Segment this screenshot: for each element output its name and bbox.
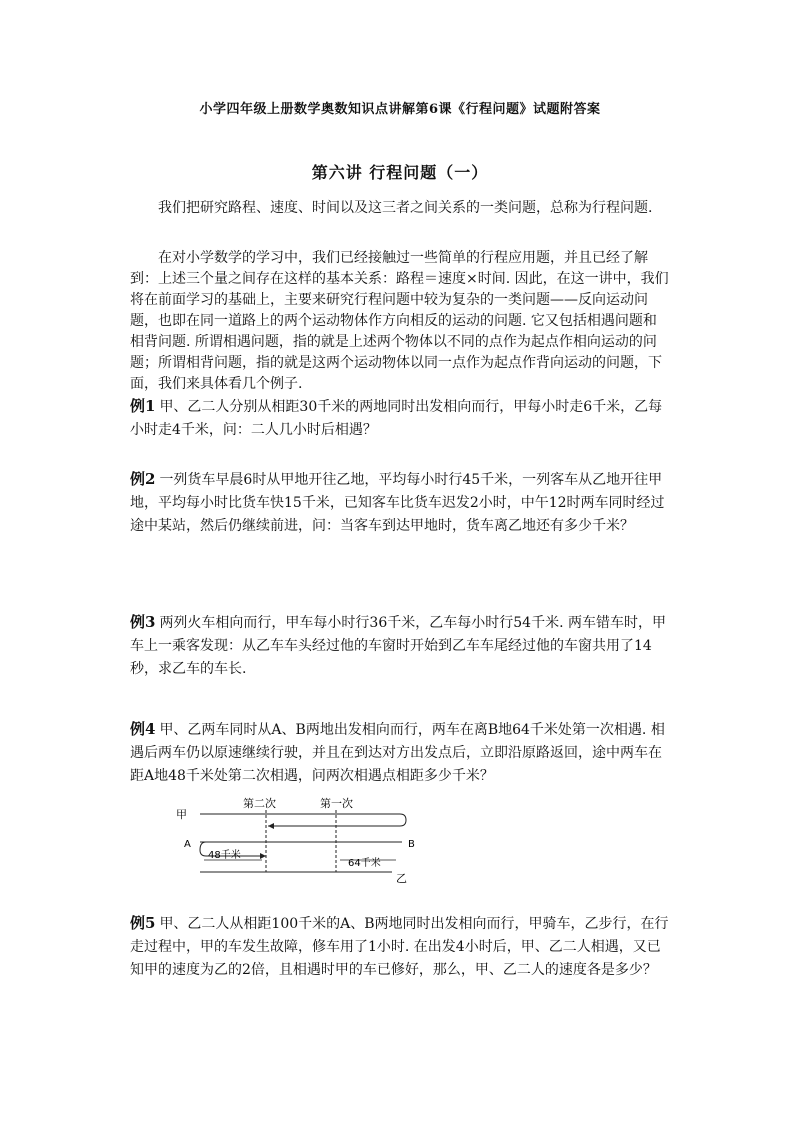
jia-return-path xyxy=(268,814,406,826)
arrowhead-right xyxy=(260,853,266,859)
example-label: 例5 xyxy=(130,914,156,932)
intro-paragraph-2: 在对小学数学的学习中，我们已经接触过一些简单的行程应用题，并且已经了解到：上述三个量之间存在这样的基本关系：路程＝速度×时间. 因此，在这一讲中，我们将在前面学习的基础上，主要来研究行程问题中较为复杂的一类问题——反向运动问题，也即在同一道路上的两个运动物体作方向相反的运动的问题. 它又包括相遇问题和相背问题. 所谓相遇问题，指的就是上述两个物体以不同的点作为起点作相向运动的问题；所谓相背问题，指的就是这两个运动物体以同一点作为起点作背向运动的问题，下面，我们来具体看几个例子. xyxy=(130,250,669,392)
arrowhead-left xyxy=(268,823,274,829)
label-48km: 48千米 xyxy=(208,850,241,861)
label-first-meeting: 第一次 xyxy=(320,797,353,810)
example-1 xyxy=(130,395,670,442)
example-5 xyxy=(130,912,670,982)
label-second-meeting: 第二次 xyxy=(243,797,276,810)
document-title: 小学四年级上册数学奥数知识点讲解第6课《行程问题》试题附答案 xyxy=(199,102,601,117)
example-4 xyxy=(130,718,670,788)
example-text: 甲、乙二人分别从相距30千米的两地同时出发相向而行，甲每小时走6千米，乙每小时走4千米，问：二人几小时后相遇？ xyxy=(130,399,663,438)
label-yi: 乙 xyxy=(396,872,407,885)
label-64km: 64千米 xyxy=(348,858,381,869)
label-jia: 甲 xyxy=(176,808,187,821)
example-3 xyxy=(130,611,670,681)
example-label: 例3 xyxy=(130,613,156,631)
label-b: B xyxy=(408,839,415,850)
example-2 xyxy=(130,468,670,538)
example-text: 甲、乙两车同时从A、B两地出发相向而行，两车在离B地64千米处第一次相遇. 相遇后两车仍以原速继续行驶，并且在到达对方出发点后，立即沿原路返回，途中两车在距A地48千米处第二次相遇，问两次相遇点相距多少千米？ xyxy=(130,722,665,784)
example-label: 例4 xyxy=(130,720,156,738)
intro-paragraph-1: 我们把研究路程、速度、时间以及这三者之间关系的一类问题，总称为行程问题. xyxy=(158,200,653,216)
example-text: 两列火车相向而行，甲车每小时行36千米，乙车每小时行54千米. 两车错车时，甲车上一乘客发现：从乙车车头经过他的车窗时开始到乙车车尾经过他的车窗共用了14秒，求乙车的车长. xyxy=(130,615,666,677)
example-label: 例1 xyxy=(130,397,156,415)
example-text: 甲、乙二人从相距100千米的A、B两地同时出发相向而行，甲骑车，乙步行，在行走过程中，甲的车发生故障，修车用了1小时. 在出发4小时后，甲、乙二人相遇，又已知甲的速度为乙的2倍，且相遇时甲的车已修好，那么，甲、乙二人的速度各是多少？ xyxy=(130,916,669,978)
meeting-diagram xyxy=(170,790,430,890)
lecture-title: 第六讲 行程问题（一） xyxy=(311,163,489,182)
label-a: A xyxy=(184,839,191,850)
example-text: 一列货车早晨6时从甲地开往乙地，平均每小时行45千米，一列客车从乙地开往甲地，平均每小时比货车快15千米，已知客车比货车迟发2小时，中午12时两车同时经过途中某站，然后仍继续前进，问：当客车到达甲地时，货车离乙地还有多少千米？ xyxy=(130,472,665,534)
example-label: 例2 xyxy=(130,470,156,488)
